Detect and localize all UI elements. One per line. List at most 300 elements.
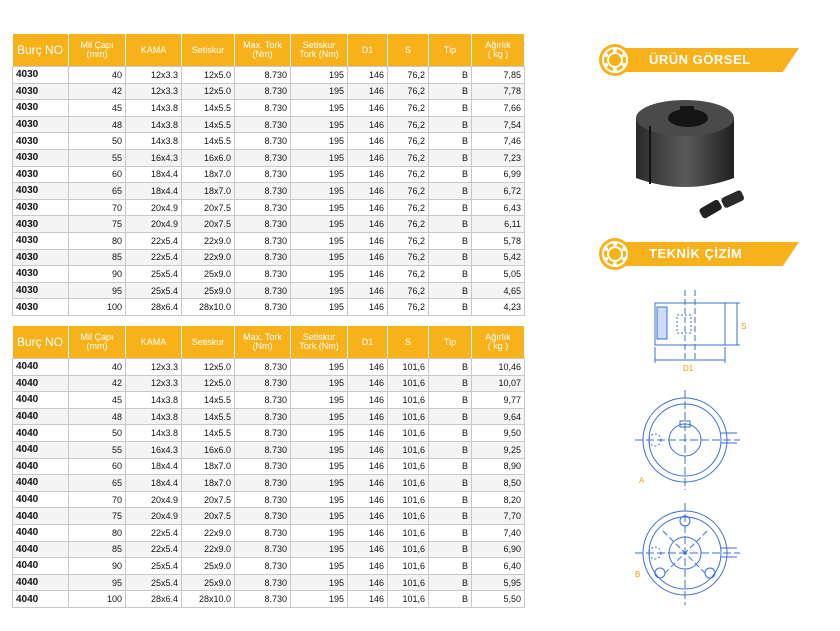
table-cell: B <box>429 133 472 150</box>
table-cell: B <box>429 491 472 508</box>
table-cell: 14x3.8 <box>126 392 182 409</box>
table-cell: 8.730 <box>235 359 291 376</box>
table-cell: 14x5.5 <box>182 425 235 442</box>
table-cell: 4030 <box>13 216 69 233</box>
table-row <box>13 216 525 233</box>
table-row <box>13 425 525 442</box>
table-row <box>13 266 525 283</box>
table-cell: 101,6 <box>388 475 429 492</box>
table-cell: B <box>429 249 472 266</box>
table-row <box>13 133 525 150</box>
table-cell: 76,2 <box>388 282 429 299</box>
table-cell: B <box>429 441 472 458</box>
table-cell: 42 <box>69 83 126 100</box>
table-cell: 10,46 <box>472 359 525 376</box>
table-row <box>13 574 525 591</box>
table-cell: 76,2 <box>388 299 429 316</box>
table-cell: 76,2 <box>388 100 429 117</box>
table-cell: 100 <box>69 299 126 316</box>
table-cell: 6,43 <box>472 199 525 216</box>
table-row <box>13 392 525 409</box>
table-cell: 76,2 <box>388 67 429 84</box>
column-header: Setiskur <box>182 326 235 359</box>
table-cell: 8.730 <box>235 266 291 283</box>
table-cell: 195 <box>291 216 348 233</box>
dim-label-d1: D1 <box>683 364 694 373</box>
table-cell: 25x5.4 <box>126 574 182 591</box>
table-cell: 4040 <box>13 541 69 558</box>
table-cell: 16x6.0 <box>182 441 235 458</box>
table-cell: 195 <box>291 441 348 458</box>
table-cell: 12x3.3 <box>126 67 182 84</box>
table-cell: 14x3.8 <box>126 425 182 442</box>
table-cell: 5,42 <box>472 249 525 266</box>
table-cell: 8.730 <box>235 508 291 525</box>
table-cell: 9,25 <box>472 441 525 458</box>
dim-label-s: S <box>741 322 747 331</box>
table-cell: 80 <box>69 232 126 249</box>
table-cell: 18x4.4 <box>126 166 182 183</box>
table-cell: 12x5.0 <box>182 375 235 392</box>
table-cell: 4030 <box>13 133 69 150</box>
table-cell: 195 <box>291 491 348 508</box>
table-cell: 7,78 <box>472 83 525 100</box>
table-cell: 65 <box>69 475 126 492</box>
table-cell: 8.730 <box>235 524 291 541</box>
table-cell: 20x7.5 <box>182 199 235 216</box>
table-cell: B <box>429 282 472 299</box>
table-cell: 85 <box>69 541 126 558</box>
table-cell: 146 <box>348 359 388 376</box>
banner-title: TEKNİK ÇİZİM <box>649 246 743 261</box>
table-row <box>13 458 525 475</box>
table-cell: 85 <box>69 249 126 266</box>
table-cell: 100 <box>69 591 126 608</box>
table-cell: 8.730 <box>235 558 291 575</box>
technical-drawing <box>625 285 765 615</box>
table-cell: 146 <box>348 524 388 541</box>
table-cell: 146 <box>348 441 388 458</box>
table-cell: 146 <box>348 574 388 591</box>
table-cell: 8.730 <box>235 116 291 133</box>
table-cell: 8.730 <box>235 392 291 409</box>
table-cell: 7,54 <box>472 116 525 133</box>
table-cell: 20x4.9 <box>126 199 182 216</box>
table-cell: 75 <box>69 216 126 233</box>
table-cell: 195 <box>291 458 348 475</box>
table-cell: 9,64 <box>472 408 525 425</box>
column-header: Max. Tork (Nm) <box>235 34 291 67</box>
table-cell: 146 <box>348 266 388 283</box>
column-header: Max. Tork (Nm) <box>235 326 291 359</box>
table-cell: 101,6 <box>388 441 429 458</box>
table-row <box>13 199 525 216</box>
table-cell: 101,6 <box>388 408 429 425</box>
table-cell: 76,2 <box>388 199 429 216</box>
table-cell: 195 <box>291 375 348 392</box>
table-cell: 195 <box>291 408 348 425</box>
table-row <box>13 491 525 508</box>
column-header: D1 <box>348 34 388 67</box>
table-cell: 8,50 <box>472 475 525 492</box>
table-cell: 4030 <box>13 299 69 316</box>
column-header: Mil Çapı (mm) <box>69 34 126 67</box>
table-row <box>13 508 525 525</box>
table-cell: 48 <box>69 116 126 133</box>
table-cell: 8.730 <box>235 133 291 150</box>
table-cell: 14x3.8 <box>126 408 182 425</box>
table-cell: 76,2 <box>388 249 429 266</box>
table-cell: 14x3.8 <box>126 116 182 133</box>
table-cell: 8.730 <box>235 166 291 183</box>
table-cell: 7,40 <box>472 524 525 541</box>
table-cell: 8.730 <box>235 425 291 442</box>
table-cell: 146 <box>348 133 388 150</box>
table-cell: 101,6 <box>388 458 429 475</box>
table-cell: 7,85 <box>472 67 525 84</box>
column-header: D1 <box>348 326 388 359</box>
product-image-banner <box>597 42 802 78</box>
table-cell: 48 <box>69 408 126 425</box>
table-cell: 146 <box>348 249 388 266</box>
table-cell: 195 <box>291 299 348 316</box>
view-label-b: B <box>635 570 641 579</box>
table-cell: 8.730 <box>235 574 291 591</box>
table-cell: 4030 <box>13 266 69 283</box>
table-cell: 22x5.4 <box>126 524 182 541</box>
table-cell: 195 <box>291 249 348 266</box>
table-cell: 7,46 <box>472 133 525 150</box>
column-header: S <box>388 326 429 359</box>
table-row <box>13 375 525 392</box>
table-header-row <box>13 34 525 67</box>
table-cell: 55 <box>69 149 126 166</box>
table-cell: 101,6 <box>388 392 429 409</box>
table-cell: 16x6.0 <box>182 149 235 166</box>
table-cell: 6,99 <box>472 166 525 183</box>
table-cell: 40 <box>69 67 126 84</box>
table-cell: 8.730 <box>235 67 291 84</box>
table-cell: 42 <box>69 375 126 392</box>
table-cell: 146 <box>348 541 388 558</box>
table-cell: 8.730 <box>235 216 291 233</box>
table-cell: 7,66 <box>472 100 525 117</box>
table-cell: 146 <box>348 591 388 608</box>
table-cell: 101,6 <box>388 558 429 575</box>
table-cell: 5,05 <box>472 266 525 283</box>
table-cell: 12x5.0 <box>182 67 235 84</box>
table-cell: 14x5.5 <box>182 392 235 409</box>
table-cell: 12x5.0 <box>182 83 235 100</box>
table-cell: B <box>429 216 472 233</box>
table-cell: 5,95 <box>472 574 525 591</box>
table-cell: 20x4.9 <box>126 491 182 508</box>
table-cell: 20x7.5 <box>182 508 235 525</box>
table-cell: 12x3.3 <box>126 83 182 100</box>
table-row <box>13 408 525 425</box>
table-cell: 50 <box>69 133 126 150</box>
table-cell: 7,23 <box>472 149 525 166</box>
table-cell: 146 <box>348 67 388 84</box>
table-cell: 101,6 <box>388 359 429 376</box>
table-cell: 14x5.5 <box>182 133 235 150</box>
table-cell: 8.730 <box>235 83 291 100</box>
table-cell: 4030 <box>13 149 69 166</box>
table-cell: 14x5.5 <box>182 408 235 425</box>
table-cell: 76,2 <box>388 116 429 133</box>
table-cell: 4,65 <box>472 282 525 299</box>
table-cell: 4040 <box>13 491 69 508</box>
table-cell: B <box>429 375 472 392</box>
column-header: Ağırlık ( kg ) <box>472 326 525 359</box>
table-cell: 20x4.9 <box>126 508 182 525</box>
table-row <box>13 249 525 266</box>
table-row <box>13 524 525 541</box>
table-row <box>13 475 525 492</box>
table-cell: 101,6 <box>388 574 429 591</box>
column-header: KAMA <box>126 34 182 67</box>
table-cell: 22x9.0 <box>182 524 235 541</box>
table-row <box>13 441 525 458</box>
table-cell: 4040 <box>13 591 69 608</box>
table-cell: 14x3.8 <box>126 100 182 117</box>
table-cell: 50 <box>69 425 126 442</box>
table-cell: 195 <box>291 425 348 442</box>
column-header: Tip <box>429 326 472 359</box>
table-cell: 4030 <box>13 116 69 133</box>
table-cell: 14x5.5 <box>182 100 235 117</box>
table-cell: 25x5.4 <box>126 266 182 283</box>
table-row <box>13 166 525 183</box>
table-cell: 195 <box>291 591 348 608</box>
column-header: Setiskur Tork (Nm) <box>291 34 348 67</box>
table-cell: 20x7.5 <box>182 216 235 233</box>
table-cell: 4040 <box>13 458 69 475</box>
table-cell: 18x4.4 <box>126 183 182 200</box>
table-cell: 4030 <box>13 166 69 183</box>
table-cell: 76,2 <box>388 232 429 249</box>
table-cell: B <box>429 508 472 525</box>
table-cell: 22x5.4 <box>126 249 182 266</box>
table-cell: 8,20 <box>472 491 525 508</box>
table-cell: B <box>429 425 472 442</box>
table-cell: 146 <box>348 116 388 133</box>
table-cell: B <box>429 100 472 117</box>
table-cell: 195 <box>291 574 348 591</box>
table-cell: 45 <box>69 100 126 117</box>
table-cell: 25x9.0 <box>182 266 235 283</box>
table-cell: 25x9.0 <box>182 574 235 591</box>
table-cell: 76,2 <box>388 149 429 166</box>
table-cell: B <box>429 166 472 183</box>
table-row <box>13 282 525 299</box>
table-cell: 28x6.4 <box>126 299 182 316</box>
table-cell: 195 <box>291 282 348 299</box>
table-cell: 8.730 <box>235 441 291 458</box>
table-cell: 195 <box>291 116 348 133</box>
table-cell: 195 <box>291 392 348 409</box>
table-cell: 8.730 <box>235 100 291 117</box>
table-cell: B <box>429 458 472 475</box>
table-cell: 10,07 <box>472 375 525 392</box>
table-cell: B <box>429 524 472 541</box>
column-header: Burç NO <box>13 34 69 67</box>
table-cell: 55 <box>69 441 126 458</box>
table-cell: 18x7.0 <box>182 458 235 475</box>
table-cell: 101,6 <box>388 491 429 508</box>
table-cell: 8.730 <box>235 408 291 425</box>
table-row <box>13 67 525 84</box>
table-cell: 18x4.4 <box>126 475 182 492</box>
table-cell: 20x4.9 <box>126 216 182 233</box>
table-cell: 101,6 <box>388 541 429 558</box>
table-cell: 12x3.3 <box>126 375 182 392</box>
table-cell: 7,70 <box>472 508 525 525</box>
column-header: Tip <box>429 34 472 67</box>
table-cell: 8.730 <box>235 458 291 475</box>
column-header: S <box>388 34 429 67</box>
table-cell: 4040 <box>13 558 69 575</box>
bushing-table-4040 <box>12 325 525 608</box>
table-cell: 95 <box>69 574 126 591</box>
table-cell: 195 <box>291 100 348 117</box>
table-row <box>13 83 525 100</box>
table-cell: 195 <box>291 199 348 216</box>
table-cell: B <box>429 392 472 409</box>
table-cell: 146 <box>348 282 388 299</box>
table-cell: 195 <box>291 83 348 100</box>
table-cell: 65 <box>69 183 126 200</box>
table-cell: 18x7.0 <box>182 166 235 183</box>
table-cell: 4040 <box>13 441 69 458</box>
table-cell: 6,11 <box>472 216 525 233</box>
table-cell: 195 <box>291 475 348 492</box>
table-row <box>13 591 525 608</box>
table-cell: B <box>429 359 472 376</box>
table-cell: 60 <box>69 458 126 475</box>
table-cell: B <box>429 83 472 100</box>
table-cell: 8,90 <box>472 458 525 475</box>
table-cell: 195 <box>291 149 348 166</box>
table-cell: 8.730 <box>235 491 291 508</box>
table-cell: 195 <box>291 541 348 558</box>
table-cell: 8.730 <box>235 183 291 200</box>
table-cell: 6,40 <box>472 558 525 575</box>
table-row <box>13 183 525 200</box>
table-row <box>13 232 525 249</box>
table-cell: 146 <box>348 425 388 442</box>
bushing-table-4030 <box>12 33 525 316</box>
table-cell: 195 <box>291 508 348 525</box>
table-cell: B <box>429 232 472 249</box>
bearing-icon <box>597 236 637 272</box>
table-cell: 8.730 <box>235 232 291 249</box>
table-cell: 5,50 <box>472 591 525 608</box>
table-cell: B <box>429 116 472 133</box>
table-cell: 75 <box>69 508 126 525</box>
table-cell: B <box>429 591 472 608</box>
table-cell: B <box>429 574 472 591</box>
table-cell: 195 <box>291 133 348 150</box>
table-cell: 8.730 <box>235 149 291 166</box>
table-cell: 4030 <box>13 199 69 216</box>
table-cell: 146 <box>348 508 388 525</box>
banner-title: ÜRÜN GÖRSEL <box>649 52 751 67</box>
table-cell: 101,6 <box>388 524 429 541</box>
table-cell: 101,6 <box>388 375 429 392</box>
table-cell: 8.730 <box>235 299 291 316</box>
table-cell: 28x10.0 <box>182 299 235 316</box>
table-cell: 8.730 <box>235 541 291 558</box>
table-cell: B <box>429 558 472 575</box>
technical-drawing-banner <box>597 236 802 272</box>
table-cell: 146 <box>348 199 388 216</box>
table-cell: 9,50 <box>472 425 525 442</box>
table-cell: 146 <box>348 408 388 425</box>
table-cell: B <box>429 408 472 425</box>
table-cell: 101,6 <box>388 425 429 442</box>
table-cell: 4030 <box>13 67 69 84</box>
table-cell: 4040 <box>13 375 69 392</box>
table-cell: 146 <box>348 166 388 183</box>
table-cell: 40 <box>69 359 126 376</box>
table-cell: 4030 <box>13 249 69 266</box>
table-cell: 76,2 <box>388 166 429 183</box>
table-cell: B <box>429 183 472 200</box>
table-cell: 12x5.0 <box>182 359 235 376</box>
table-cell: 101,6 <box>388 591 429 608</box>
table-cell: 195 <box>291 183 348 200</box>
table-cell: 4030 <box>13 83 69 100</box>
table-cell: 146 <box>348 558 388 575</box>
table-cell: 25x9.0 <box>182 558 235 575</box>
table-cell: 195 <box>291 359 348 376</box>
table-cell: 5,78 <box>472 232 525 249</box>
table-row <box>13 100 525 117</box>
table-cell: 12x3.3 <box>126 359 182 376</box>
table-cell: 146 <box>348 375 388 392</box>
table-cell: 76,2 <box>388 83 429 100</box>
table-cell: 45 <box>69 392 126 409</box>
column-header: KAMA <box>126 326 182 359</box>
table-cell: 146 <box>348 392 388 409</box>
table-cell: 76,2 <box>388 133 429 150</box>
table-cell: 22x5.4 <box>126 232 182 249</box>
table-cell: 195 <box>291 232 348 249</box>
table-row <box>13 149 525 166</box>
table-cell: B <box>429 199 472 216</box>
column-header: Ağırlık ( kg ) <box>472 34 525 67</box>
table-cell: 146 <box>348 232 388 249</box>
table-cell: B <box>429 541 472 558</box>
table-cell: 146 <box>348 100 388 117</box>
table-cell: 4030 <box>13 100 69 117</box>
table-cell: 4030 <box>13 183 69 200</box>
table-cell: 22x9.0 <box>182 249 235 266</box>
table-cell: 25x9.0 <box>182 282 235 299</box>
table-cell: 76,2 <box>388 266 429 283</box>
product-photo <box>630 92 750 222</box>
table-cell: 4040 <box>13 359 69 376</box>
table-cell: 18x7.0 <box>182 475 235 492</box>
table-cell: 14x5.5 <box>182 116 235 133</box>
table-cell: 22x5.4 <box>126 541 182 558</box>
table-row <box>13 299 525 316</box>
table-cell: 4040 <box>13 574 69 591</box>
column-header: Setiskur Tork (Nm) <box>291 326 348 359</box>
table-cell: 22x9.0 <box>182 541 235 558</box>
table-cell: 146 <box>348 83 388 100</box>
